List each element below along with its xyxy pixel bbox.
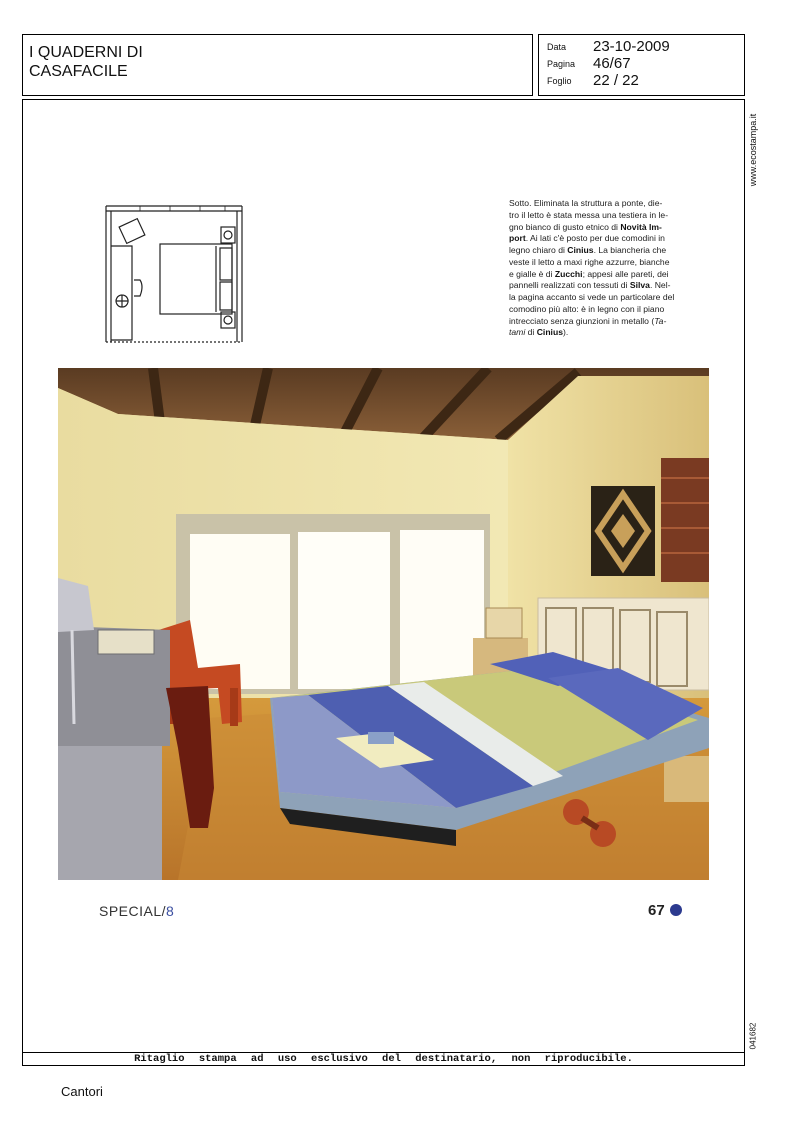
caption-text: intrecciato senza giunzioni in metallo ( (509, 315, 655, 326)
client-name: Cantori (61, 1084, 103, 1099)
sheet-row (547, 72, 737, 90)
photo-caption (509, 198, 709, 339)
date-value: 23-10-2009 (593, 38, 670, 55)
side-code (746, 1018, 760, 1054)
brand-cinius: Cinius (567, 245, 594, 255)
caption-line (509, 233, 709, 245)
caption-line: la pagina accanto si vede un particolare del (509, 292, 675, 302)
section-name: SPECIAL/ (99, 903, 167, 919)
metadata-box (538, 34, 745, 96)
caption-line (509, 316, 709, 328)
caption-line (509, 222, 709, 234)
date-row (547, 38, 737, 56)
floor-plan-sketch (100, 200, 248, 346)
section-number: 8 (166, 903, 175, 919)
caption-text: legno chiaro di (509, 245, 568, 255)
page-value: 46/67 (593, 55, 631, 72)
product-tatami: Ta- (654, 315, 667, 326)
brand-silva: Silva (629, 280, 650, 291)
caption-line (509, 327, 709, 339)
sheet-label: Foglio (547, 76, 572, 86)
brand-zucchi: Zucchi (554, 268, 583, 279)
caption-text: gno bianco di gusto etnico di (509, 221, 621, 232)
product-tatami-cont: tami (509, 327, 526, 338)
blue-dot-icon (670, 904, 682, 916)
caption-text: pannelli realizzati con tessuti di (509, 280, 630, 291)
caption-text: ; appesi alle pareti, dei (582, 268, 669, 279)
caption-line (509, 280, 709, 292)
brand-cinius: Cinius (536, 327, 563, 338)
caption-text: di (525, 327, 537, 338)
brand-novita: Novità Im- (620, 221, 662, 232)
caption-text: . Ai lati c'è posto per due comodini in (525, 233, 665, 244)
caption-line: tro il letto è stata messa una testiera in le- (509, 209, 669, 220)
reproduction-notice: Ritaglio stampa ad uso esclusivo del destinatario, non riproducibile. (134, 1053, 633, 1065)
side-url (746, 110, 760, 190)
caption-text: e gialle è di (509, 268, 555, 279)
caption-text: . La biancheria che (593, 245, 667, 255)
section-label (99, 903, 174, 919)
side-url-text: www.ecostampa.it (748, 113, 758, 187)
caption-line: Sotto. Eliminata la struttura a ponte, die- (509, 198, 663, 208)
publication-title: I QUADERNI DI CASAFACILE (29, 44, 143, 80)
caption-line: comodino più alto: è in legno con il piano (509, 303, 665, 314)
publication-box (22, 34, 533, 96)
sheet-value: 22 / 22 (593, 72, 639, 89)
magazine-page-number: 67 (648, 902, 665, 919)
brand-novita-cont: port (509, 233, 526, 244)
caption-line (509, 269, 709, 281)
page-row (547, 55, 737, 73)
date-label: Data (547, 42, 567, 52)
caption-line (509, 245, 709, 257)
caption-text: ). (562, 327, 569, 338)
side-code-text: 041682 (748, 1022, 758, 1050)
caption-line: veste il letto a maxi righe azzurre, bianche (509, 256, 670, 267)
caption-text: . Nel- (649, 280, 671, 291)
bedroom-photo (58, 368, 709, 880)
page-label: Pagina (547, 59, 576, 69)
